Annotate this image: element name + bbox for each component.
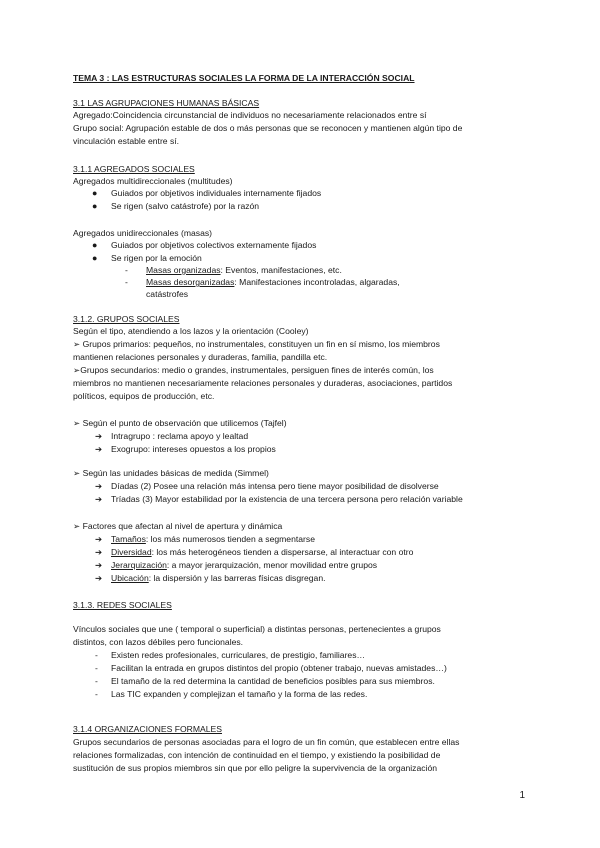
paragraph-line: Agregados unidireccionales (masas)	[73, 228, 213, 238]
paragraph-line: Según el tipo, atendiendo a los lazos y la orientación (Cooley)	[73, 326, 309, 336]
paragraph-line: Agregado:Coincidencia circunstancial de individuos no necesariamente relacionados entre sí	[73, 110, 427, 120]
paragraph-line: Grupos secundarios de personas asociadas para el logro de un fin común, que establecen entre ellas	[73, 737, 460, 747]
paragraph-line: vinculación estable entre sí.	[73, 136, 180, 146]
paragraph-line: Agregados multidireccionales (multitudes)	[73, 176, 233, 186]
paragraph-line: sustitución de sus propios miembros sin que por ello peligre la supervivencia de la organización	[73, 763, 438, 773]
section-heading: 3.1.1 AGREGADOS SOCIALES	[73, 164, 195, 174]
bullet-icon: ●	[92, 188, 98, 198]
bullet-icon: ●	[92, 201, 98, 211]
paragraph-line: ➢ Según las unidades básicas de medida (Simmel)	[73, 468, 269, 478]
page-title: TEMA 3 : LAS ESTRUCTURAS SOCIALES LA FORMA DE LA INTERACCIÓN SOCIAL	[73, 73, 415, 83]
arrow-icon: ➔	[95, 444, 103, 454]
paragraph-line: ➢ Factores que afectan al nivel de apertura y dinámica	[73, 521, 283, 531]
arrow-icon: ➔	[95, 481, 103, 491]
bullet-icon: ●	[92, 253, 98, 263]
section-heading: 3.1.2. GRUPOS SOCIALES	[73, 314, 180, 324]
bullet-icon: ●	[92, 240, 98, 250]
paragraph-line: ➢Grupos secundarios: medio o grandes, instrumentales, persiguen fines de interés común, los	[73, 365, 434, 375]
paragraph-line: catástrofes	[146, 289, 189, 299]
arrow-icon: ➔	[95, 573, 103, 583]
arrow-icon: ➔	[95, 494, 103, 504]
arrow-icon: ➔	[95, 560, 103, 570]
paragraph-line: ➢ Grupos primarios: pequeños, no instrumentales, constituyen un fin en sí mismo, los miembros	[73, 339, 440, 349]
arrow-icon: ➔	[95, 547, 103, 557]
arrow-icon: ➔	[95, 534, 103, 544]
paragraph-line: relaciones formalizadas, con intención de continuidad en el tiempo, y existiendo la posibilidad de	[73, 750, 441, 760]
paragraph-line: Grupo social: Agrupación estable de dos o más personas que se reconocen y mantienen algún tipo de	[73, 123, 463, 133]
paragraph-line: miembros no mantienen necesariamente relaciones personales y duraderas, asociaciones, partidos	[73, 378, 453, 388]
paragraph-line: mantienen relaciones personales y duraderas, familia, pandilla etc.	[73, 352, 328, 362]
section-heading: 3.1.3. REDES SOCIALES	[73, 600, 172, 610]
section-heading: 3.1.4 ORGANIZACIONES FORMALES	[73, 724, 222, 734]
paragraph-line: ➢ Según el punto de observación que utilicemos (Tajfel)	[73, 418, 287, 428]
arrow-icon: ➔	[95, 431, 103, 441]
page-number: 1	[519, 790, 525, 801]
document-page: TEMA 3 : LAS ESTRUCTURAS SOCIALES LA FORMA DE LA INTERACCIÓN SOCIAL 3.1 LAS AGRUPACIONES HUMANAS BÁSICAS Agregado:Coincidencia circunstancial de individuos no necesariamente relacionados entre sí Grupo social: Agrupación estable de dos o más personas que se reconocen y mantienen algún tipo de vinculación estable entre sí. 3.1.1 AGREGADOS SOCIALES Agregados multidireccionales (multitudes) ● Guiados por objetivos individuales internamente fijados ● Se rigen (salvo catástrofe) por la razón Agregados unidireccionales (masas) ● Guiados por objetivos colectivos externamente fijados ● Se rigen por la emoción - Masas organizadas: Eventos, manifestaciones, etc. - Masas desorganizadas: Manifestaciones incontroladas, algaradas, catástrofes 3.1.2. GRUPOS SOCIALES Según el tipo, atendiendo a los lazos y la orientación (Cooley) ➢ Grupos primarios: pequeños, no instrumentales, constituyen un fin en sí mismo, los miembros mantienen relaciones personales y duraderas, familia, pandilla etc. ➢Grupos secundarios: medio o grandes, instrumentales, persiguen fines de interés común, los miembros no mantienen necesariamente relaciones personales y duraderas, asociaciones, partidos políticos, equipos de producción, etc. ➢ Según el punto de observación que utilicemos (Tajfel) ➔ Intragrupo : reclama apoyo y lealtad ➔ Exogrupo: intereses opuestos a los propios ➢ Según las unidades básicas de medida (Simmel) ➔ Díadas (2) Posee una relación más intensa pero tiene mayor posibilidad de disolverse ➔ Tríadas (3) Mayor estabilidad por la existencia de una tercera persona pero relación variable ➢ Factores que afectan al nivel de apertura y dinámica ➔ Tamaños: los más numerosos tienden a segmentarse ➔ Diversidad: los más heterogéneos tienden a dispersarse, al interactuar con otro ➔ Jerarquización: a mayor jerarquización, menor movilidad entre grupos ➔ Ubicación: la dispersión y las barreras físicas disgregan. 3.1.3. REDES SOCIALES Vínculos sociales que une ( temporal o superficial) a distintas personas, pertenecientes a grupos distintos, con lazos débiles pero funcionales. - Existen redes profesionales, curriculares, de prestigio, familiares… - Facilitan la entrada en grupos distintos del propio (obtener trabajo, nuevas amistades…) - El tamaño de la red determina la cantidad de beneficios posibles para sus miembros. - Las TIC expanden y complejizan el tamaño y la forma de las redes. 3.1.4 ORGANIZACIONES FORMALES Grupos secundarios de personas asociadas para el logro de un fin común, que establecen entre ellas relaciones formalizadas, con intención de continuidad en el tiempo, y existiendo la posibilidad de sustitución de sus propios miembros sin que por ello peligre la supervivencia de la organización 1	[73, 73, 525, 801]
paragraph-line: políticos, equipos de producción, etc.	[73, 391, 215, 401]
paragraph-line: distintos, con lazos débiles pero funcionales.	[73, 637, 244, 647]
section-heading: 3.1 LAS AGRUPACIONES HUMANAS BÁSICAS	[73, 98, 260, 108]
paragraph-line: Vínculos sociales que une ( temporal o superficial) a distintas personas, pertenecientes a grupos	[73, 624, 441, 634]
